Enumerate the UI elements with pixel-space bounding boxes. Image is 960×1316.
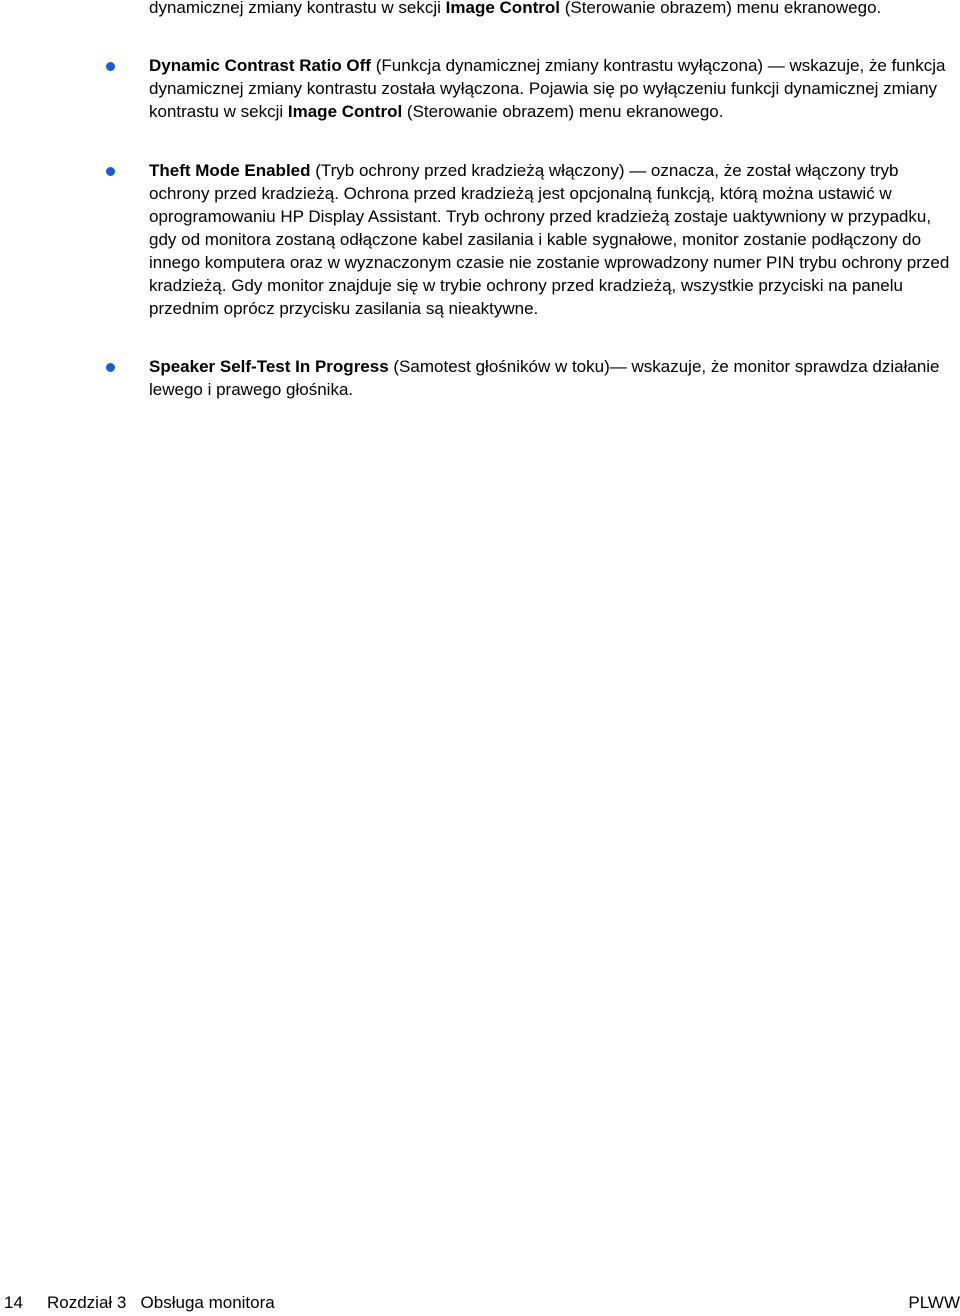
list-item-term: Dynamic Contrast Ratio Off [149,56,371,75]
list-item-text: (Samotest głośników w toku)— wskazuje, że monitor sprawdza działanie lewego i prawego głośnika. [149,357,940,399]
list-item-term: Speaker Self-Test In Progress [149,357,389,376]
continuation-text-end: (Sterowanie obrazem) menu ekranowego. [559,0,882,17]
page-footer [0,1292,960,1314]
document-code: PLWW [908,1293,960,1312]
list-item-term: Theft Mode Enabled [149,161,311,180]
bullet-icon [106,167,115,176]
list-item-speaker-self-test [149,355,954,401]
continuation-paragraph [149,0,954,19]
continuation-text: dynamicznej zmiany kontrastu w sekcji [149,0,446,17]
list-item-text: (Funkcja dynamicznej zmiany kontrastu wyłączona) — wskazuje, że funkcja dynamicznej zmiany kontrastu została wyłączona. Pojawia się po wyłączeniu funkcji dynamicznej zmiany kontrastu w sekcji [149,56,946,121]
list-item-bold-term: Image Control [287,102,403,121]
list-item-text-end: (Sterowanie obrazem) menu ekranowego. [402,102,724,121]
bullet-icon [106,62,115,71]
chapter-title: Rozdział 3 Obsługa monitora [47,1293,275,1312]
list-item-text: (Tryb ochrony przed kradzieżą włączony) — oznacza, że został włączony tryb ochrony przed kradzieżą. Ochrona przed kradzieżą jest opcjonalną funkcją, którą można ustawić w oprogramowaniu HP Display Assistant. Tryb ochrony przed kradzieżą zostaje uaktywniony w przypadku, gdy od monitora zostaną odłączone kabel zasilania i kable sygnałowe, monitor zostanie podłączony do innego komputera oraz w wyznaczonym czasie nie zostanie wprowadzony numer PIN trybu ochrony przed kradzieżą. Gdy monitor znajduje się w trybie ochrony przed kradzieżą, wszystkie przyciski na panelu przednim oprócz przycisku zasilania są nieaktywne. [149,161,950,318]
list-item-dynamic-contrast-off [149,54,954,123]
bullet-icon [106,363,115,372]
list-item-theft-mode [149,159,954,320]
page-number: 14 [4,1293,23,1312]
continuation-bold-term: Image Control [445,0,560,17]
